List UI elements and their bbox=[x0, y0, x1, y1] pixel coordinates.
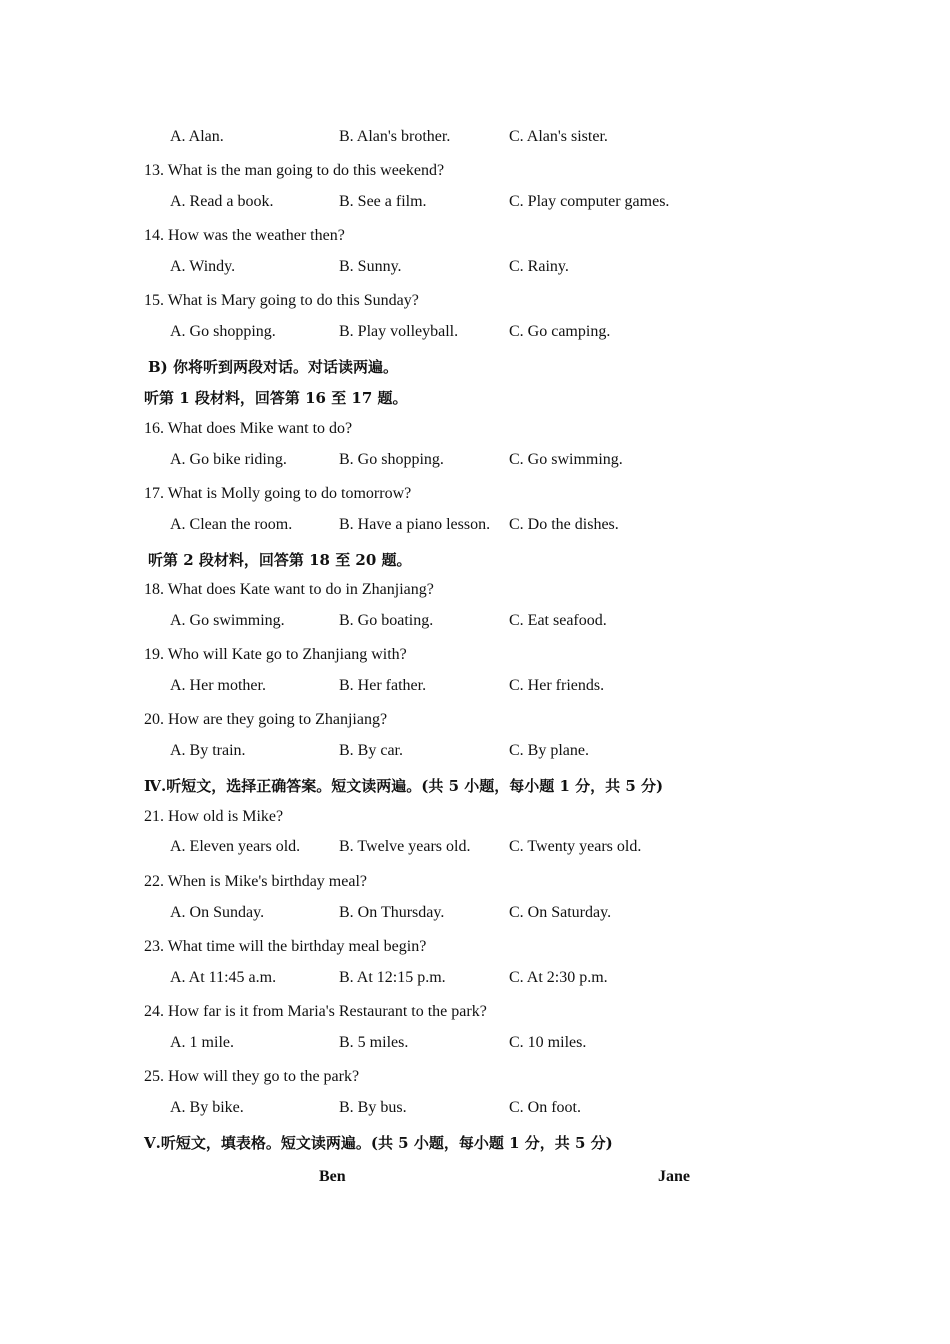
question-16: 16. What does Mike want to do? bbox=[144, 420, 353, 437]
option-b: B. Go boating. bbox=[339, 612, 434, 629]
option-a: A. Eleven years old. bbox=[170, 838, 301, 855]
option-b: B. Go shopping. bbox=[339, 451, 444, 468]
question-20: 20. How are they going to Zhanjiang? bbox=[144, 711, 388, 728]
option-a: A. Alan. bbox=[170, 128, 224, 145]
option-b: B. By car. bbox=[339, 742, 403, 759]
option-c: C. 10 miles. bbox=[509, 1034, 587, 1051]
option-a: A. Go shopping. bbox=[170, 323, 276, 340]
option-a: A. Clean the room. bbox=[170, 516, 293, 533]
option-c: C. On Saturday. bbox=[509, 904, 612, 921]
question-15: 15. What is Mary going to do this Sunday? bbox=[144, 292, 419, 309]
option-c: C. Twenty years old. bbox=[509, 838, 642, 855]
option-a: A. On Sunday. bbox=[170, 904, 265, 921]
table-header-jane: Jane bbox=[658, 1168, 690, 1185]
section-v-heading: Ⅴ.听短文，填表格。短文读两遍。(共 5 小题，每小题 1 分，共 5 分) bbox=[144, 1134, 613, 1152]
section-b-heading: B) 你将听到两段对话。对话读两遍。 bbox=[148, 358, 398, 376]
option-a: A. Windy. bbox=[170, 258, 236, 275]
question-23: 23. What time will the birthday meal begin? bbox=[144, 938, 427, 955]
question-24: 24. How far is it from Maria's Restaurant to the park? bbox=[144, 1003, 487, 1020]
option-a: A. Her mother. bbox=[170, 677, 266, 694]
option-c: C. By plane. bbox=[509, 742, 589, 759]
option-a: A. Go swimming. bbox=[170, 612, 285, 629]
option-b: B. 5 miles. bbox=[339, 1034, 409, 1051]
option-b: B. Alan's brother. bbox=[339, 128, 451, 145]
section-iv-heading: Ⅳ.听短文，选择正确答案。短文读两遍。(共 5 小题，每小题 1 分，共 5 分) bbox=[144, 777, 664, 795]
option-b: B. Her father. bbox=[339, 677, 427, 694]
option-c: C. Rainy. bbox=[509, 258, 569, 275]
option-c: C. At 2:30 p.m. bbox=[509, 969, 608, 986]
option-a: A. By train. bbox=[170, 742, 246, 759]
question-14: 14. How was the weather then? bbox=[144, 227, 345, 244]
option-c: C. Go camping. bbox=[509, 323, 611, 340]
material-2-heading: 听第 2 段材料，回答第 18 至 20 题。 bbox=[148, 551, 412, 569]
option-b: B. Play volleyball. bbox=[339, 323, 459, 340]
option-c: C. Go swimming. bbox=[509, 451, 623, 468]
option-a: A. By bike. bbox=[170, 1099, 244, 1116]
option-b: B. By bus. bbox=[339, 1099, 407, 1116]
question-19: 19. Who will Kate go to Zhanjiang with? bbox=[144, 646, 407, 663]
option-c: C. Her friends. bbox=[509, 677, 605, 694]
option-b: B. Twelve years old. bbox=[339, 838, 471, 855]
question-17: 17. What is Molly going to do tomorrow? bbox=[144, 485, 412, 502]
question-25: 25. How will they go to the park? bbox=[144, 1068, 360, 1085]
question-21: 21. How old is Mike? bbox=[144, 808, 284, 825]
question-13: 13. What is the man going to do this weekend? bbox=[144, 162, 445, 179]
option-a: A. Go bike riding. bbox=[170, 451, 287, 468]
option-a: A. Read a book. bbox=[170, 193, 274, 210]
option-b: B. Sunny. bbox=[339, 258, 402, 275]
option-c: C. Do the dishes. bbox=[509, 516, 619, 533]
option-c: C. Eat seafood. bbox=[509, 612, 607, 629]
table-header-ben: Ben bbox=[319, 1168, 346, 1185]
option-a: A. 1 mile. bbox=[170, 1034, 234, 1051]
option-c: C. Alan's sister. bbox=[509, 128, 608, 145]
option-b: B. Have a piano lesson. bbox=[339, 516, 491, 533]
option-b: B. On Thursday. bbox=[339, 904, 445, 921]
option-b: B. At 12:15 p.m. bbox=[339, 969, 446, 986]
material-1-heading: 听第 1 段材料，回答第 16 至 17 题。 bbox=[144, 389, 408, 407]
question-22: 22. When is Mike's birthday meal? bbox=[144, 873, 367, 890]
option-c: C. Play computer games. bbox=[509, 193, 670, 210]
question-18: 18. What does Kate want to do in Zhanjiang? bbox=[144, 581, 434, 598]
option-c: C. On foot. bbox=[509, 1099, 581, 1116]
option-b: B. See a film. bbox=[339, 193, 427, 210]
option-a: A. At 11:45 a.m. bbox=[170, 969, 277, 986]
